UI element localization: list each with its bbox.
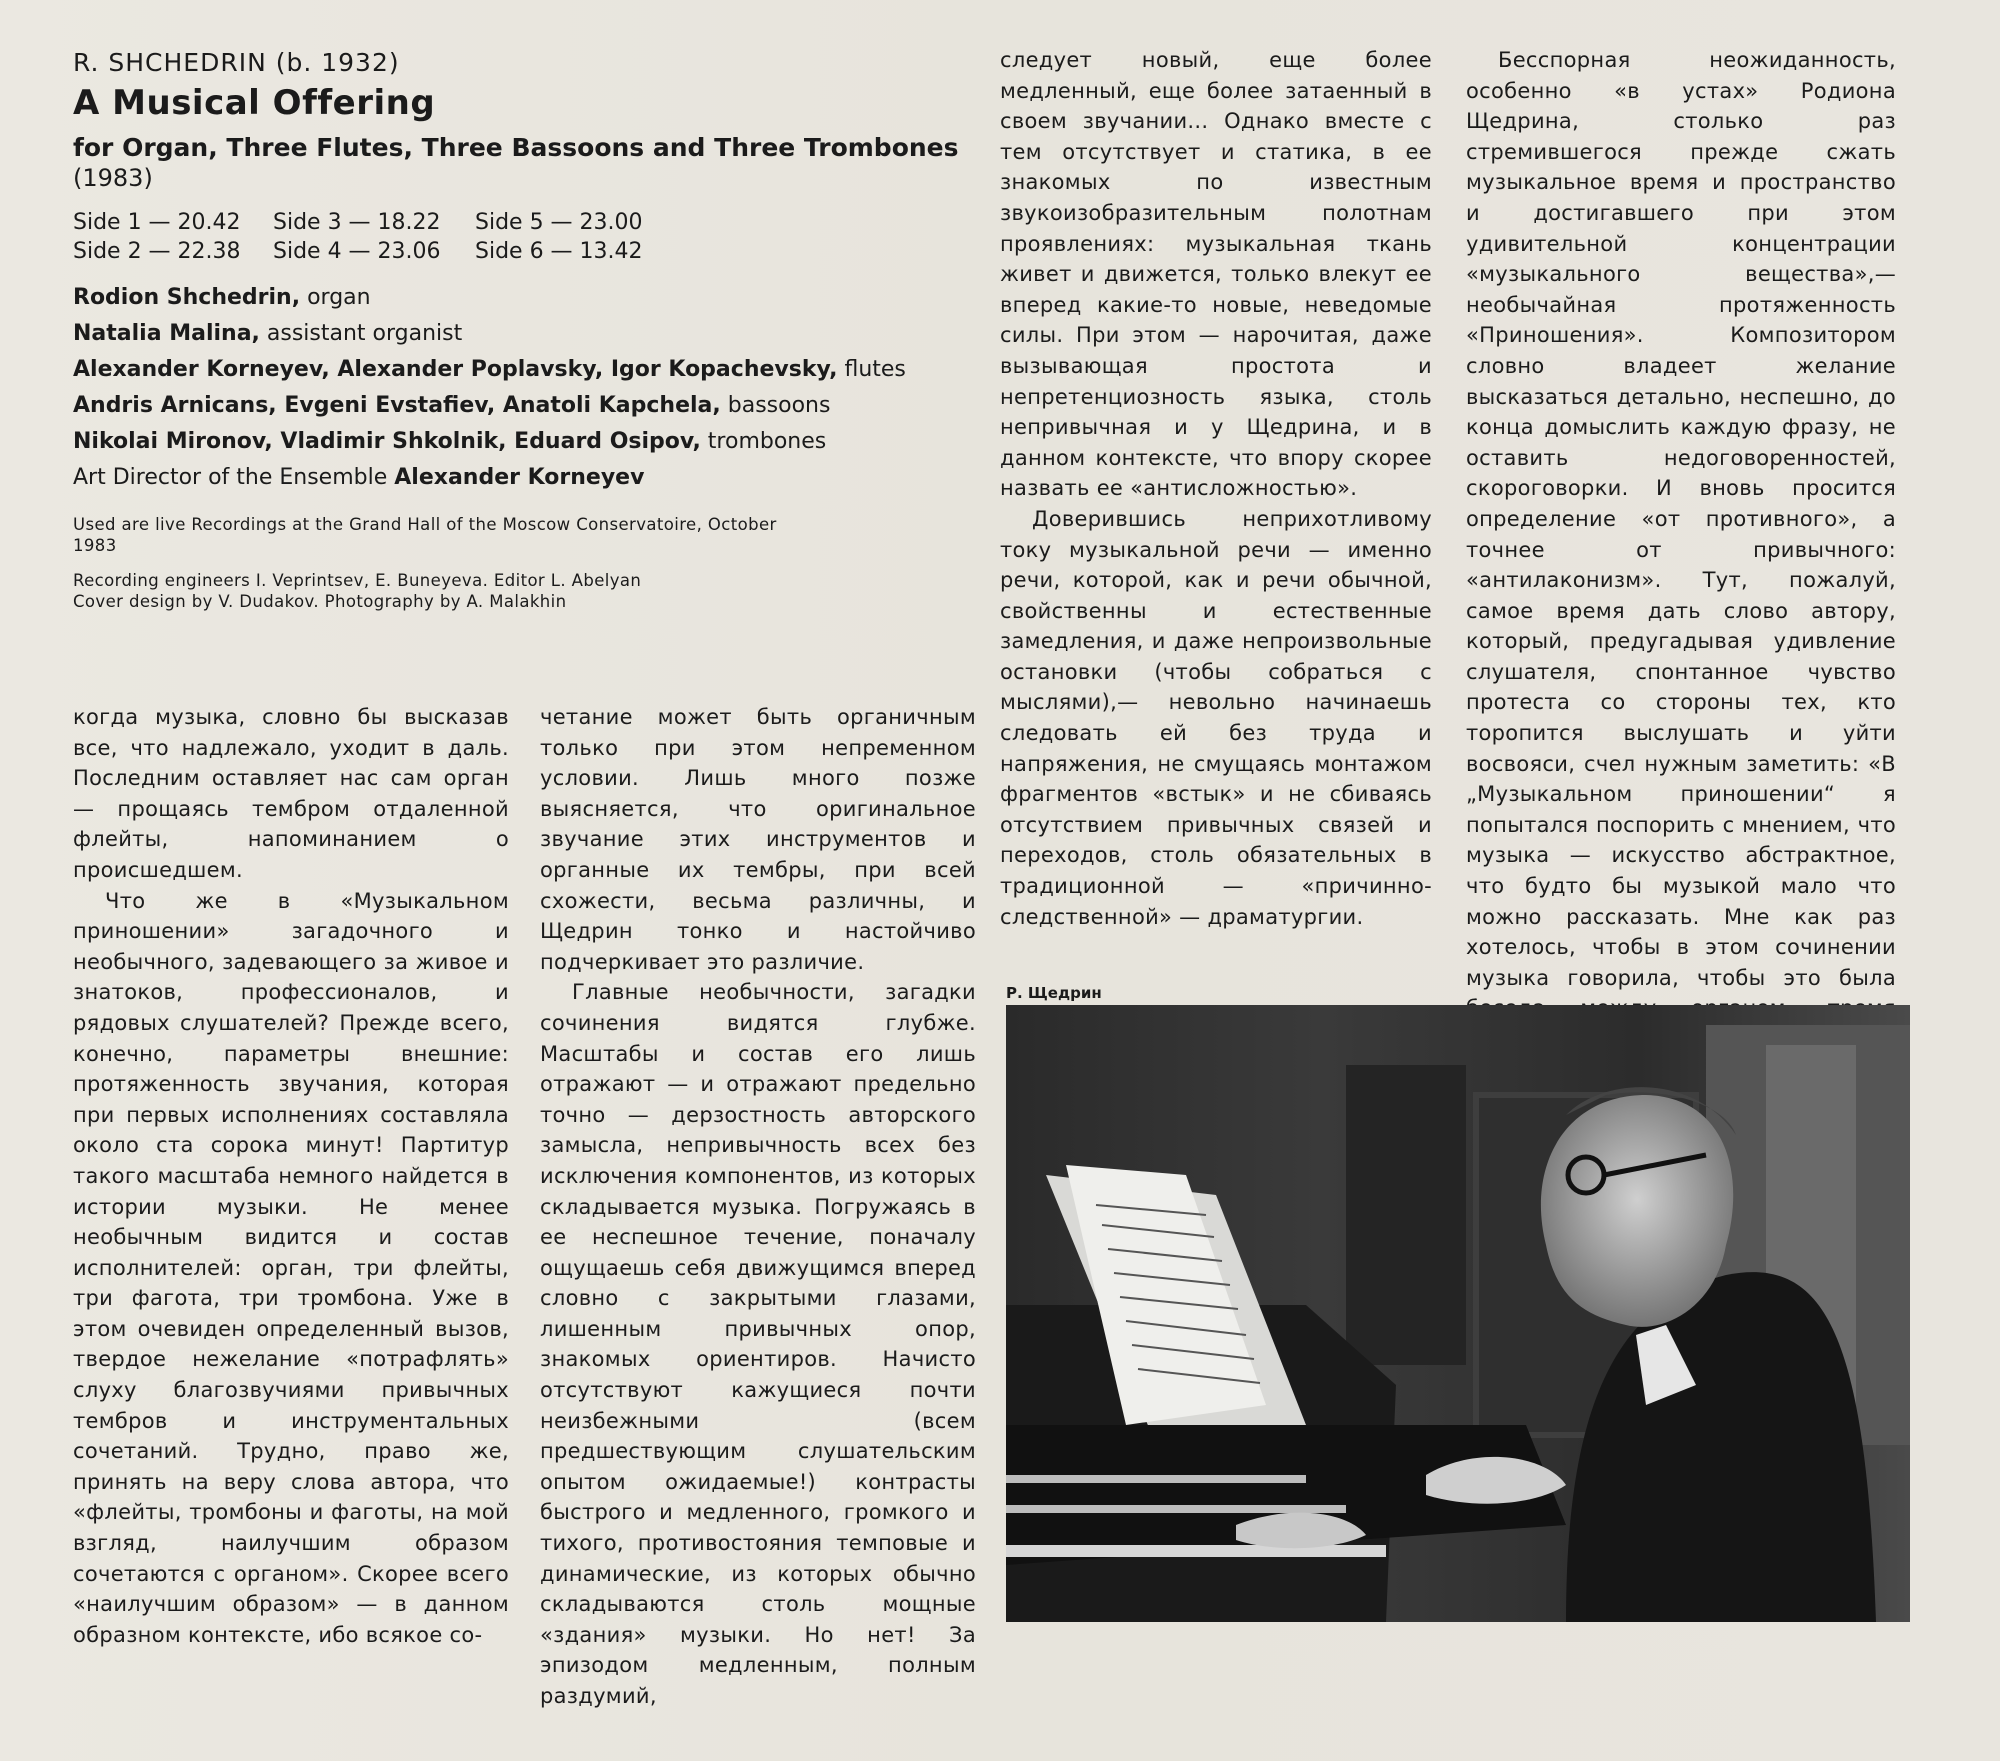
performer-line bbox=[73, 280, 973, 316]
paragraph: Бесспорная неожиданность, особенно «в устах» Родиона Щедрина, столько раз стремившегося прежде сжать музыкальное время и пространство и достигавшего при этом удивительной концентрации «музыкального вещества»,— необычайная протяженность «Приношения». Композитором словно владеет желание высказаться детально, неспешно, до конца домыслить каждую фразу, не оставить недоговоренностей, скороговорки. И вновь просится определение «от противного», а точнее от привычного: «антилаконизм». Тут, пожалуй, самое время дать слово автору, который, предугадывая удивление слушателя, спонтанное чувство протеста со стороны тех, кто торопится выслушать и уйти восвояси, счел нужным заметить: «В „Музыкальном приношении“ я попытался поспорить с мнением, что музыка — искусство абстрактное, что будто бы музыкой мало что можно рассказать. Мне как раз хотелось, чтобы в этом сочинении музыка говорила, чтобы это была bbox=[1466, 48, 1896, 990]
text-column-4 bbox=[1466, 45, 1896, 1055]
performer-names: Rodion Shchedrin, bbox=[73, 285, 301, 310]
side-durations bbox=[73, 210, 973, 264]
art-director-line bbox=[73, 460, 973, 496]
performer-role: bassoons bbox=[720, 393, 831, 418]
performer-role: assistant organist bbox=[259, 321, 463, 346]
performer-names: Alexander Korneyev, Alexander Poplavsky, Igor Kopachevsky, bbox=[73, 357, 838, 382]
performer-role: organ bbox=[300, 285, 371, 310]
side-duration: Side 4 — 23.06 bbox=[273, 239, 441, 264]
performers-list bbox=[73, 280, 973, 496]
composer-line: R. SHCHEDRIN (b. 1932) bbox=[73, 48, 400, 77]
performer-line bbox=[73, 388, 973, 424]
recording-note bbox=[73, 514, 973, 556]
performer-names: Natalia Malina, bbox=[73, 321, 260, 346]
paragraph: следует новый, еще более медленный, еще более затаенный в своем звучании... Однако вместе с тем отсутствует и статика, в ее знакомых по известным звукоизобразительным полотнам проявлениях: музыкальная ткань живет и движется, только влекут ее вперед какие-то новые, неведомые силы. При этом — нарочитая, даже вызывающая простота и непретенциозность языка, столь непривычная и у Щедрина, и в данном контексте, что впору скорее назвать ее «антисложностью». bbox=[1000, 48, 1432, 501]
liner-header bbox=[73, 48, 973, 612]
credits-note bbox=[73, 570, 973, 612]
paragraph: Доверившись неприхотливому току музыкальной речи — именно речи, которой, как и речи обычной, свойственны и естественные замедления, и даже непроизвольные остановки (чтобы собраться с мыслями),— невольно начинаешь следовать ей без труда и напряжения, не смущаясь монтажом фрагментов «встык» и не сбиваясь отсутствием привычных связей и переходов, столь обязательных в традиционной — «причинно-следственной» — драматургии. bbox=[1000, 506, 1432, 929]
text-column-1 bbox=[73, 702, 509, 1650]
cover-credit: Cover design by V. Dudakov. Photography by A. Malakhin bbox=[73, 592, 567, 611]
text-column-2 bbox=[540, 702, 976, 1712]
engineers-credit: Recording engineers I. Veprintsev, E. Buneyeva. Editor L. Abelyan bbox=[73, 571, 642, 590]
side-duration: Side 5 — 23.00 bbox=[475, 210, 643, 235]
text-column-3 bbox=[1000, 45, 1432, 932]
photo-caption: Р. Щедрин bbox=[1006, 984, 1102, 1002]
side-duration: Side 3 — 18.22 bbox=[273, 210, 441, 235]
performer-line bbox=[73, 352, 973, 388]
performer-line bbox=[73, 424, 973, 460]
side-duration: Side 2 — 22.38 bbox=[73, 239, 241, 264]
side-duration: Side 6 — 13.42 bbox=[475, 239, 643, 264]
performer-role: trombones bbox=[700, 429, 827, 454]
paragraph: Что же в «Музыкальном приношении» загадочного и необычного, задевающего за живое и знатоков, профессионалов, и рядовых слушателей? Прежде всего, конечно, параметры внешние: протяженность звучания, которая при первых исполнениях составляла около ста сорока минут! Партитур такого масштаба немного найдется в истории музыки. Не менее необычным видится и состав исполнителей: орган, три флейты, три фагота, три тромбона. Уже в этом очевиден определенный вызов, твердое нежелание «потрафлять» слуху благозвучиями привычных тембров и инструментальных сочетаний. Трудно, право же, принять на веру слова автора, что «флейты, тромбоны и фаготы, на мой взгляд, наилучшим образом сочетаются с органом». Скорее всего «наилучшим образом» — в данном образном контексте, ибо всякое со- bbox=[73, 888, 509, 1647]
performer-line bbox=[73, 316, 973, 352]
work-subtitle: for Organ, Three Flutes, Three Bassoons and Three Trombones bbox=[73, 133, 959, 162]
performer-role: flutes bbox=[837, 357, 906, 382]
art-director-name: Alexander Korneyev bbox=[394, 465, 645, 490]
paragraph: когда музыка, словно бы высказав все, что надлежало, уходит в даль. Последним оставляет нас сам орган — прощаясь тембром отдаленной флейты, напоминанием о происшедшем. bbox=[73, 705, 509, 882]
paragraph: четание может быть органичным только при этом непременном условии. Лишь много позже выясняется, что оригинальное звучание этих инструментов и органные их тембры, при всей схожести, весьма различны, и Щедрин тонко и настойчиво подчеркивает это различие. bbox=[540, 705, 976, 974]
side-duration: Side 1 — 20.42 bbox=[73, 210, 241, 235]
performer-names: Andris Arnicans, Evgeni Evstafiev, Anatoli Kapchela, bbox=[73, 393, 721, 418]
work-title: A Musical Offering bbox=[73, 83, 436, 123]
organist-photo bbox=[1006, 1005, 1910, 1622]
recording-venue: Used are live Recordings at the Grand Hall of the Moscow Conservatoire, October 1983 bbox=[73, 515, 777, 555]
paragraph: Главные необычности, загадки сочинения видятся глубже. Масштабы и состав его лишь отражают — и отражают предельно точно — дерзостность авторского замысла, непривычность всех без исключения компонентов, из которых складывается музыка. Погружаясь в ее неспешное течение, поначалу ощущаешь себя движущимся вперед словно с закрытыми глазами, лишенным привычных опор, знакомых ориентиров. Начисто отсутствуют кажущиеся почти неизбежными (всем предшествующим слушательским опытом ожидаемые!) контрасты быстрого и медленного, громкого и тихого, противостояния темповые и динамические, из которых обычно складываются столь мощные «здания» музыки. Но нет! За эпизодом медленным, полным раздумий, bbox=[540, 980, 976, 1708]
art-director-label: Art Director of the Ensemble bbox=[73, 465, 395, 490]
performer-names: Nikolai Mironov, Vladimir Shkolnik, Eduard Osipov, bbox=[73, 429, 701, 454]
work-year: (1983) bbox=[73, 164, 153, 192]
